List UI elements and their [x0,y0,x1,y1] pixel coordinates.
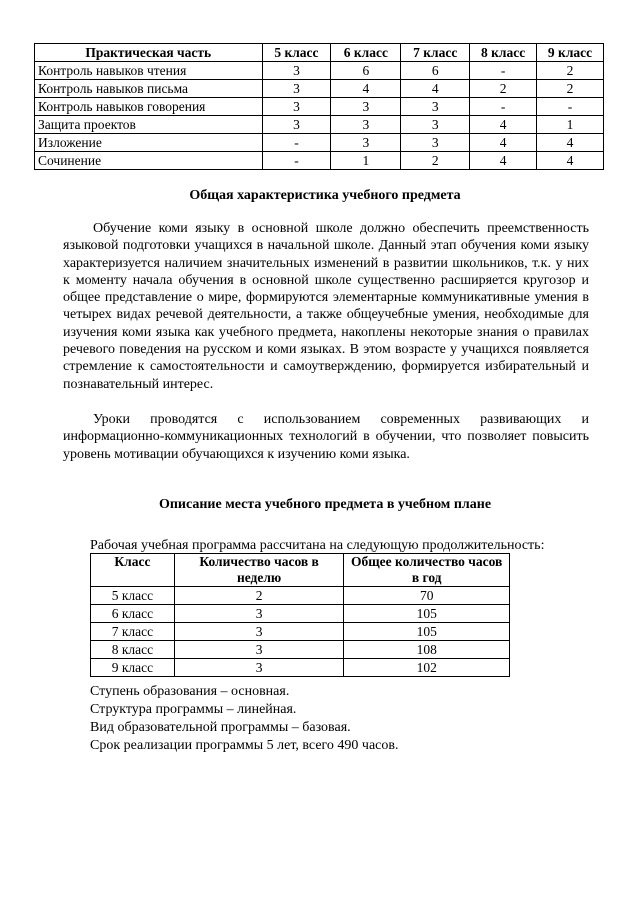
table-cell: 4 [401,80,470,98]
practice-table [34,43,604,170]
table-cell: 4 [331,80,401,98]
header-cell: Класс [91,554,175,587]
table-cell: 3 [262,98,331,116]
header-cell: 5 класс [262,44,331,62]
hours-table-header [91,554,510,587]
header-cell: Количество часов в неделю [174,554,344,587]
table-cell: 6 класс [91,605,175,623]
table-cell: 4 [470,116,537,134]
program-duration: Срок реализации программы 5 лет, всего 490 часов. [90,738,399,753]
table-cell: - [537,98,604,116]
table-cell: 2 [470,80,537,98]
paragraph-lessons: Уроки проводятся с использованием современных развивающих и информационно-коммуникационных технологий в обучении, что позволяет повысить уровень мотивации обучающихся к изучению коми языка. [63,412,589,462]
table-cell: 105 [344,605,510,623]
table-cell: Защита проектов [35,116,263,134]
table-cell: 3 [401,98,470,116]
table-cell: 3 [174,605,344,623]
table-cell: 5 класс [91,587,175,605]
table-cell: - [262,152,331,170]
table-cell: 3 [174,641,344,659]
section-heading-characteristics: Общая характеристика учебного предмета [189,188,461,203]
table-row [35,98,604,116]
section-heading-curriculum-place: Описание места учебного предмета в учебном плане [158,497,492,512]
table-cell: 3 [174,623,344,641]
table-cell: 3 [331,134,401,152]
paragraph-characteristics: Обучение коми языку в основной школе должно обеспечить преемственность языковой подготовки учащихся в начальной школе. Данный этап обучения коми языку характеризуется наличием значительных изменений в развитии школьников, т.к. у них к моменту начала обучения в основной школе существенно расширяется кругозор и общее представление о мире, формируются элементарные коммуникативные умения в четырех видах речевой деятельности, а также общеучебные умения, необходимые для изучения коми языка как учебного предмета, накоплены некоторые знания о правилах речевого поведения на русском и коми языках. В этом возрасте у учащихся появляется стремление к самостоятельности и самоутверждению, формируется избирательный и познавательный интерес. [63,221,589,392]
table-row [91,605,510,623]
table-row [35,152,604,170]
table-cell: 2 [174,587,344,605]
table-row [35,80,604,98]
table-row [91,659,510,677]
table-cell: - [262,134,331,152]
table-cell: Сочинение [35,152,263,170]
table-cell: 1 [331,152,401,170]
table-row [91,623,510,641]
table-cell: 3 [262,80,331,98]
table-cell: 4 [537,152,604,170]
table-cell: 3 [401,134,470,152]
practice-table-header [35,44,604,62]
table-cell: 70 [344,587,510,605]
header-cell: Практическая часть [35,44,263,62]
table-cell: 3 [331,98,401,116]
table-cell: 4 [537,134,604,152]
header-cell: Общее количество часов в год [344,554,510,587]
header-cell: 9 класс [537,44,604,62]
table-cell: 8 класс [91,641,175,659]
table-cell: 3 [401,116,470,134]
table-cell: 9 класс [91,659,175,677]
table-cell: 6 [331,62,401,80]
education-level: Ступень образования – основная. [90,684,290,699]
table-cell: 102 [344,659,510,677]
program-structure: Структура программы – линейная. [90,702,297,717]
table-row [35,134,604,152]
table-cell: 2 [537,62,604,80]
duration-intro: Рабочая учебная программа рассчитана на следующую продолжительность: [90,538,545,553]
table-cell: 7 класс [91,623,175,641]
table-cell: 3 [262,62,331,80]
table-cell: 1 [537,116,604,134]
hours-table [90,553,510,677]
table-cell: 2 [537,80,604,98]
table-cell: - [470,98,537,116]
table-cell: 4 [470,152,537,170]
table-cell: 4 [470,134,537,152]
table-cell: 108 [344,641,510,659]
header-cell: 7 класс [401,44,470,62]
table-cell: Контроль навыков письма [35,80,263,98]
table-row [35,62,604,80]
table-row [35,116,604,134]
table-row [91,641,510,659]
table-cell: - [470,62,537,80]
table-cell: Контроль навыков говорения [35,98,263,116]
program-type: Вид образовательной программы – базовая. [90,720,351,735]
table-cell: 3 [262,116,331,134]
table-cell: 3 [174,659,344,677]
table-row [91,587,510,605]
table-cell: 2 [401,152,470,170]
table-cell: 105 [344,623,510,641]
table-cell: Изложение [35,134,263,152]
header-cell: 8 класс [470,44,537,62]
header-cell: 6 класс [331,44,401,62]
table-cell: 6 [401,62,470,80]
table-cell: 3 [331,116,401,134]
table-cell: Контроль навыков чтения [35,62,263,80]
